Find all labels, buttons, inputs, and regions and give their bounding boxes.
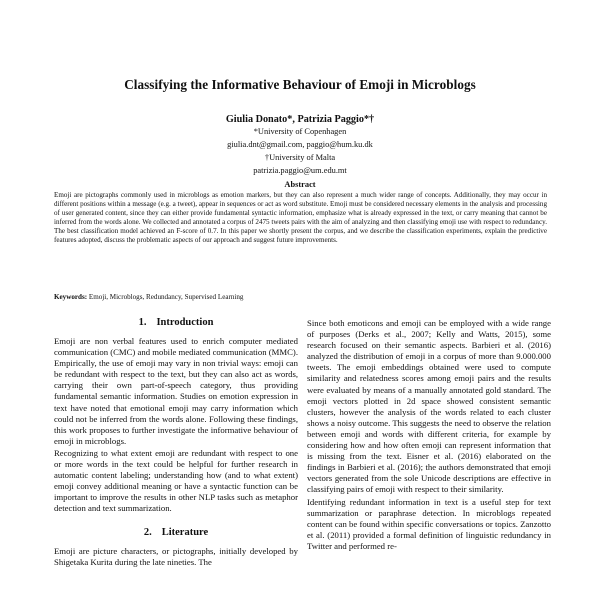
section-heading-introduction bbox=[54, 316, 298, 330]
paragraph: Identifying redundant information in text is a useful step for text summarization or paraphrase detection. In microblogs repeated content can be found within specific conversations or topics. Zanzotto et al. (2011) provided a formal definition of linguistic redundancy in Twitter and performed re- bbox=[307, 496, 551, 551]
section-heading-literature bbox=[54, 526, 298, 540]
keywords-label: Keywords: bbox=[54, 293, 88, 301]
email-line: giulia.dnt@gmail.com, paggio@hum.ku.dk bbox=[227, 140, 373, 149]
abstract-heading: Abstract bbox=[284, 180, 316, 189]
paragraph: Emoji are non verbal features used to enrich computer mediated communication (CMC) and mobile mediated communication (MMC). Empirically, the use of emoji may vary in non trivial ways: emoji can be redundant with respect to the text, but they can also act as words, carrying their own part-of-speech category, thus providing fundamental semantic information. Studies on emotion expression in text have noted that emotional emoji may carry information which could not be inferred from the words alone. Following these findings, this work proposes to further investigate the informative behaviour of emoji in microblogs. bbox=[54, 336, 298, 446]
email-line: patrizia.paggio@um.edu.mt bbox=[253, 166, 347, 175]
abstract-text: Emoji are pictographs commonly used in microblogs as emotion markers, but they can also represent a much wider range of concepts. Additionally, they may occur in different positions within a message (e.g. a tweet), appear in sequences or act as word substitute. Emoji must be considered necessary elements in the analysis and processing of user generated content, since they can either provide fundamental syntactic information, emphasize what is already expressed in the text, or carry meaning that cannot be inferred from the words alone. We collected and annotated a corpus of 2475 tweets pairs with the aim of analyzing and then classifying emoji use with respect to redundancy. The best classification model achieved an F-score of 0.7. In this paper we shortly present the corpus, and we describe the classification experiments, explain the predictive features adopted, discuss the problematic aspects of our approach and suggest future improvements. bbox=[54, 191, 547, 245]
section-number: 2. bbox=[143, 526, 152, 538]
page-title: Classifying the Informative Behaviour of Emoji in Microblogs bbox=[124, 77, 476, 92]
keywords-text: Emoji, Microblogs, Redundancy, Supervised Learning bbox=[88, 293, 244, 301]
left-column bbox=[54, 316, 298, 568]
paragraph: Emoji are picture characters, or pictographs, initially developed by Shigetaka Kurita during the late nineties. The bbox=[54, 545, 298, 567]
paragraph: Recognizing to what extent emoji are redundant with respect to one or more words in the text could be helpful for further research in automatic content labeling; understanding how (and to what extent) emoji convey additional meaning or have a syntactic function can be important to improve the results in other NLP tasks such as metaphor detection and text summarization. bbox=[54, 447, 298, 514]
section-title: Literature bbox=[161, 526, 209, 538]
author-list: Giulia Donato*, Patrizia Paggio*† bbox=[225, 114, 375, 125]
section-title: Introduction bbox=[156, 317, 214, 328]
section-number: 1. bbox=[138, 317, 147, 328]
affiliation-line: †University of Malta bbox=[264, 153, 336, 162]
paragraph: Since both emoticons and emoji can be employed with a wide range of purposes (Derks et al., 2007; Kelly and Watts, 2015), some research focused on their semantic aspects. Barbieri et al. (2016) analyzed the distribution of emoji in a corpus of more than 9.000.000 tweets. The emoji embeddings obtained were used to compute similarity and relatedness scores among emoji pairs and the results were evaluated by means of a manually annotated gold standard. The emoji vectors plotted in 2d space showed consistent semantic clusters, however the analysis of the words related to each cluster shows a noisy outcome. This suggests the need to observe the relation between emoji and words with different criteria, for example by considering how and how often emoji can represent information that is missing from the text. Eisner et al. (2016) elaborated on the findings in Barbieri et al. (2016); the authors demonstrated that emoji vectors generated from the sole Unicode descriptions are effective in classifying pairs of emoji with respect to their similarity. bbox=[307, 318, 551, 495]
affiliation-line: *University of Copenhagen bbox=[253, 127, 347, 136]
keywords-line bbox=[54, 293, 547, 301]
right-column bbox=[307, 318, 551, 552]
